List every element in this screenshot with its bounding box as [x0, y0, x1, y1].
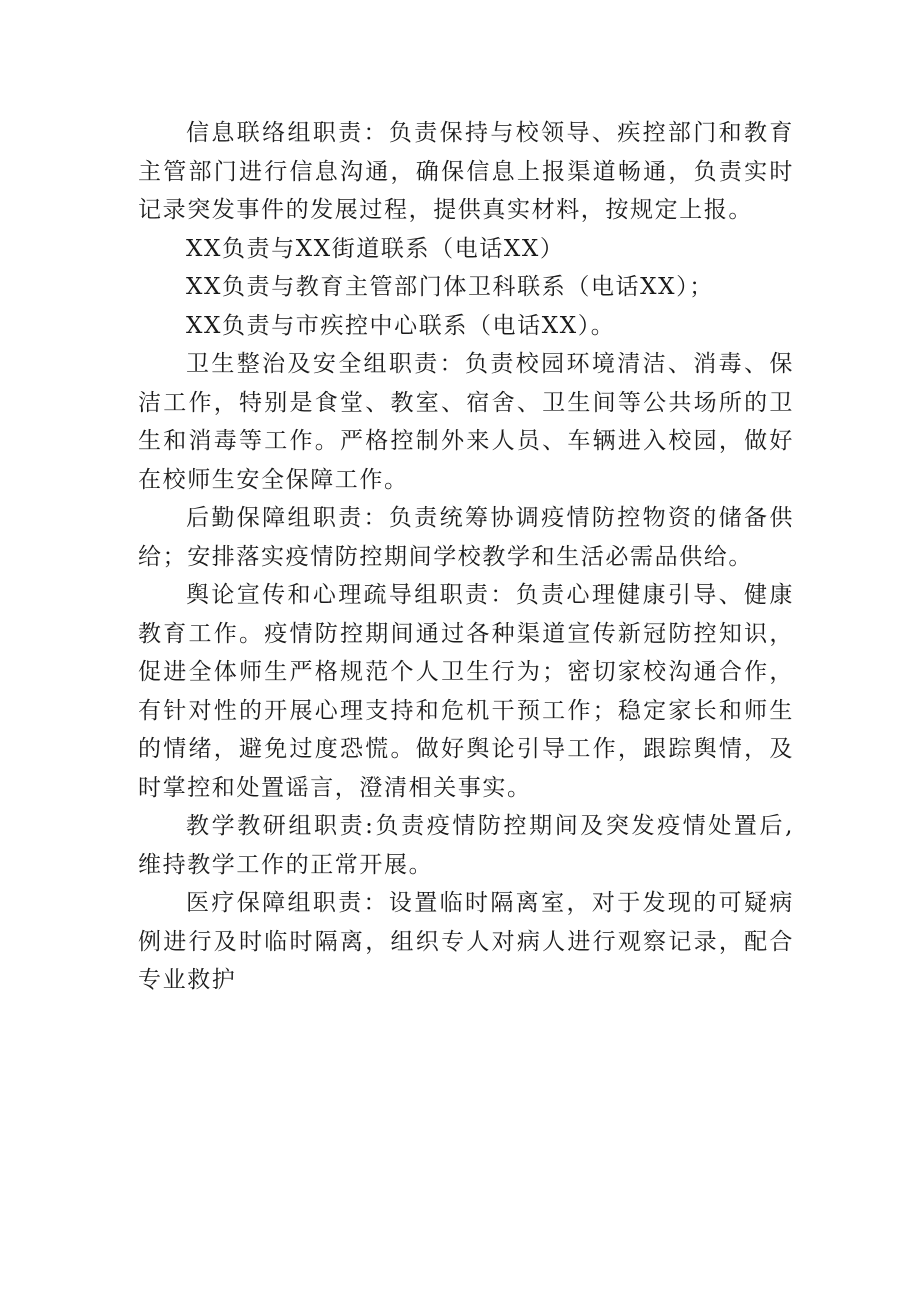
paragraph-sanitation-safety-duties: 卫生整治及安全组职责：负责校园环境清洁、消毒、保洁工作，特别是食堂、教室、宿舍、卫生间等公共场所的卫生和消毒等工作。严格控制外来人员、车辆进入校园，做好在校师生安全保障工作。	[138, 351, 794, 493]
paragraph-info-liaison-duties: 信息联络组职责：负责保持与校领导、疾控部门和教育主管部门进行信息沟通，确保信息上报渠道畅通，负责实时记录突发事件的发展过程，提供真实材料，按规定上报。	[138, 120, 794, 223]
paragraph-logistics-duties: 后勤保障组职责：负责统筹协调疫情防控物资的储备供给；安排落实疫情防控期间学校教学和生活必需品供给。	[138, 505, 794, 570]
paragraph-teaching-research-duties: 教学教研组职责:负责疫情防控期间及突发疫情处置后,维持教学工作的正常开展。	[138, 813, 794, 878]
paragraph-medical-support-duties: 医疗保障组职责：设置临时隔离室，对于发现的可疑病例进行及时临时隔离，组织专人对病人进行观察记录，配合专业救护	[138, 890, 794, 993]
document-body	[138, 114, 794, 1000]
paragraph-cdc-contact: XX负责与市疾控中心联系（电话XX）。	[186, 312, 616, 339]
paragraph-publicity-psychology-duties: 舆论宣传和心理疏导组职责：负责心理健康引导、健康教育工作。疫情防控期间通过各种渠道宣传新冠防控知识，促进全体师生严格规范个人卫生行为；密切家校沟通合作，有针对性的开展心理支持和危机干预工作；稳定家长和师生的情绪，避免过度恐慌。做好舆论引导工作，跟踪舆情，及时掌控和处置谣言，澄清相关事实。	[138, 582, 794, 801]
paragraph-education-dept-contact: XX负责与教育主管部门体卫科联系（电话XX）；	[186, 274, 714, 300]
paragraph-street-contact: XX负责与XX街道联系（电话XX）	[186, 235, 565, 262]
